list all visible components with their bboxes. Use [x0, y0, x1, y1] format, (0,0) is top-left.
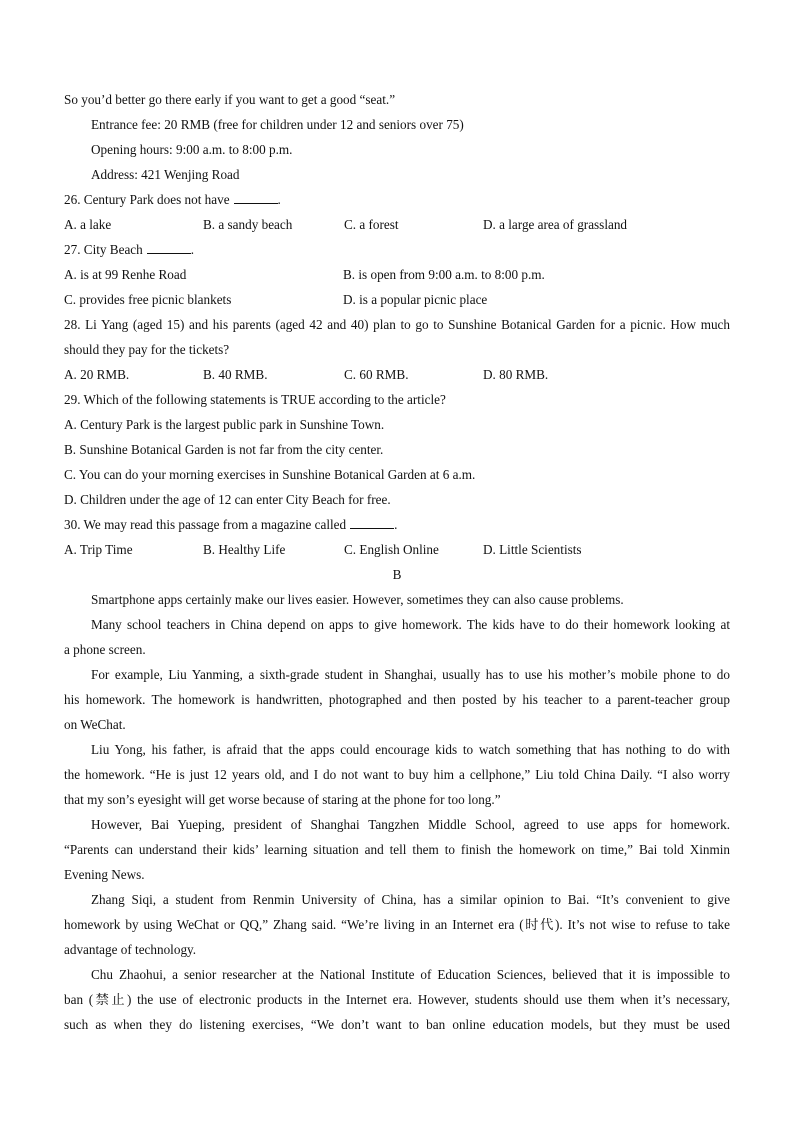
option-c: C. 60 RMB. — [344, 367, 409, 382]
paragraph-line: Zhang Siqi, a student from Renmin University of China, has a similar opinion to Bai. “It’s convenient to give — [91, 892, 730, 907]
option-b: B. Healthy Life — [203, 542, 286, 557]
answer-blank — [234, 189, 278, 204]
address: Address: 421 Wenjing Road — [91, 167, 240, 182]
paragraph-line: on WeChat. — [64, 717, 126, 732]
paragraph-line: that my son’s eyesight will get worse because of staring at the phone for too long.” — [64, 792, 501, 807]
answer-blank — [350, 514, 394, 529]
paragraph-line: a phone screen. — [64, 642, 146, 657]
answer-blank — [147, 239, 191, 254]
option-a: A. Trip Time — [64, 542, 133, 557]
option-d: D. Little Scientists — [483, 542, 582, 557]
paragraph-line: ban (禁止) the use of electronic products in the Internet era. However, students should use them when it’s necessary, — [64, 992, 730, 1007]
option-c: C. a forest — [344, 217, 399, 232]
paragraph-line: Many school teachers in China depend on apps to give homework. The kids have to do their homework looking at — [91, 617, 730, 632]
document-page — [64, 87, 730, 1037]
question-30: 30. We may read this passage from a magazine called . — [64, 512, 730, 537]
paragraph-line: homework by using WeChat or QQ,” Zhang said. “We’re living in an Internet era (时代). It’s not wise to refuse to take — [64, 917, 730, 932]
paragraph-line: his homework. The homework is handwritten, photographed and then posted by his teacher to a parent-teacher group — [64, 692, 730, 707]
option-b: B. is open from 9:00 a.m. to 8:00 p.m. — [343, 267, 545, 282]
question-28-options — [64, 362, 730, 387]
paragraph-line: However, Bai Yueping, president of Shanghai Tangzhen Middle School, agreed to use apps for homework. — [91, 817, 730, 832]
option-a: A. is at 99 Renhe Road — [64, 267, 187, 282]
option-c: C. provides free picnic blankets — [64, 292, 232, 307]
question-26-options — [64, 212, 730, 237]
paragraph-line: “Parents can understand their kids’ learning situation and tell them to finish the homework on time,” Bai told Xinmin — [64, 842, 730, 857]
paragraph-line: Chu Zhaohui, a senior researcher at the National Institute of Education Sciences, believed that it is impossible to — [91, 967, 730, 982]
option-a: A. Century Park is the largest public park in Sunshine Town. — [64, 417, 385, 432]
question-28-stem-line2: should they pay for the tickets? — [64, 342, 230, 357]
question-27-options-row1 — [64, 262, 730, 287]
opening-hours: Opening hours: 9:00 a.m. to 8:00 p.m. — [91, 142, 293, 157]
paragraph-line: such as when they do listening exercises, “We don’t want to ban online education models, but they must be used — [64, 1017, 730, 1032]
option-b: B. 40 RMB. — [203, 367, 268, 382]
option-d: D. a large area of grassland — [483, 217, 628, 232]
paragraph-line: advantage of technology. — [64, 942, 197, 957]
entrance-fee: Entrance fee: 20 RMB (free for children under 12 and seniors over 75) — [91, 117, 464, 132]
option-b: B. Sunshine Botanical Garden is not far from the city center. — [64, 442, 384, 457]
question-27-options-row2 — [64, 287, 730, 312]
question-26: 26. Century Park does not have . — [64, 187, 730, 212]
option-d: D. 80 RMB. — [483, 367, 549, 382]
question-30-options — [64, 537, 730, 562]
paragraph-line: Evening News. — [64, 867, 145, 882]
paragraph-line: For example, Liu Yanming, a sixth-grade student in Shanghai, usually has to use his mother’s mobile phone to do — [91, 667, 730, 682]
option-a: A. a lake — [64, 217, 112, 232]
section-heading: B — [392, 567, 402, 582]
question-28-stem-line1: 28. Li Yang (aged 15) and his parents (aged 42 and 40) plan to go to Sunshine Botanical Garden for a picnic. How much — [64, 317, 730, 332]
question-27-stem: 27. City Beach — [64, 242, 143, 257]
question-27: 27. City Beach . — [64, 237, 730, 262]
option-c: C. English Online — [344, 542, 439, 557]
paragraph-line: Smartphone apps certainly make our lives easier. However, sometimes they can also cause problems. — [91, 592, 624, 607]
question-30-stem: 30. We may read this passage from a magazine called — [64, 517, 347, 532]
question-26-stem: 26. Century Park does not have — [64, 192, 230, 207]
option-d: D. is a popular picnic place — [343, 292, 488, 307]
passage-line: So you’d better go there early if you want to get a good “seat.” — [64, 92, 396, 107]
paragraph-line: Liu Yong, his father, is afraid that the apps could encourage kids to watch something that has nothing to do with — [91, 742, 730, 757]
option-d: D. Children under the age of 12 can enter City Beach for free. — [64, 492, 391, 507]
option-a: A. 20 RMB. — [64, 367, 130, 382]
paragraph-line: the homework. “He is just 12 years old, and I do not want to buy him a cellphone,” Liu told China Daily. “I also worry — [64, 767, 730, 782]
option-b: B. a sandy beach — [203, 217, 293, 232]
option-c: C. You can do your morning exercises in Sunshine Botanical Garden at 6 a.m. — [64, 467, 476, 482]
question-29-stem: 29. Which of the following statements is TRUE according to the article? — [64, 392, 446, 407]
